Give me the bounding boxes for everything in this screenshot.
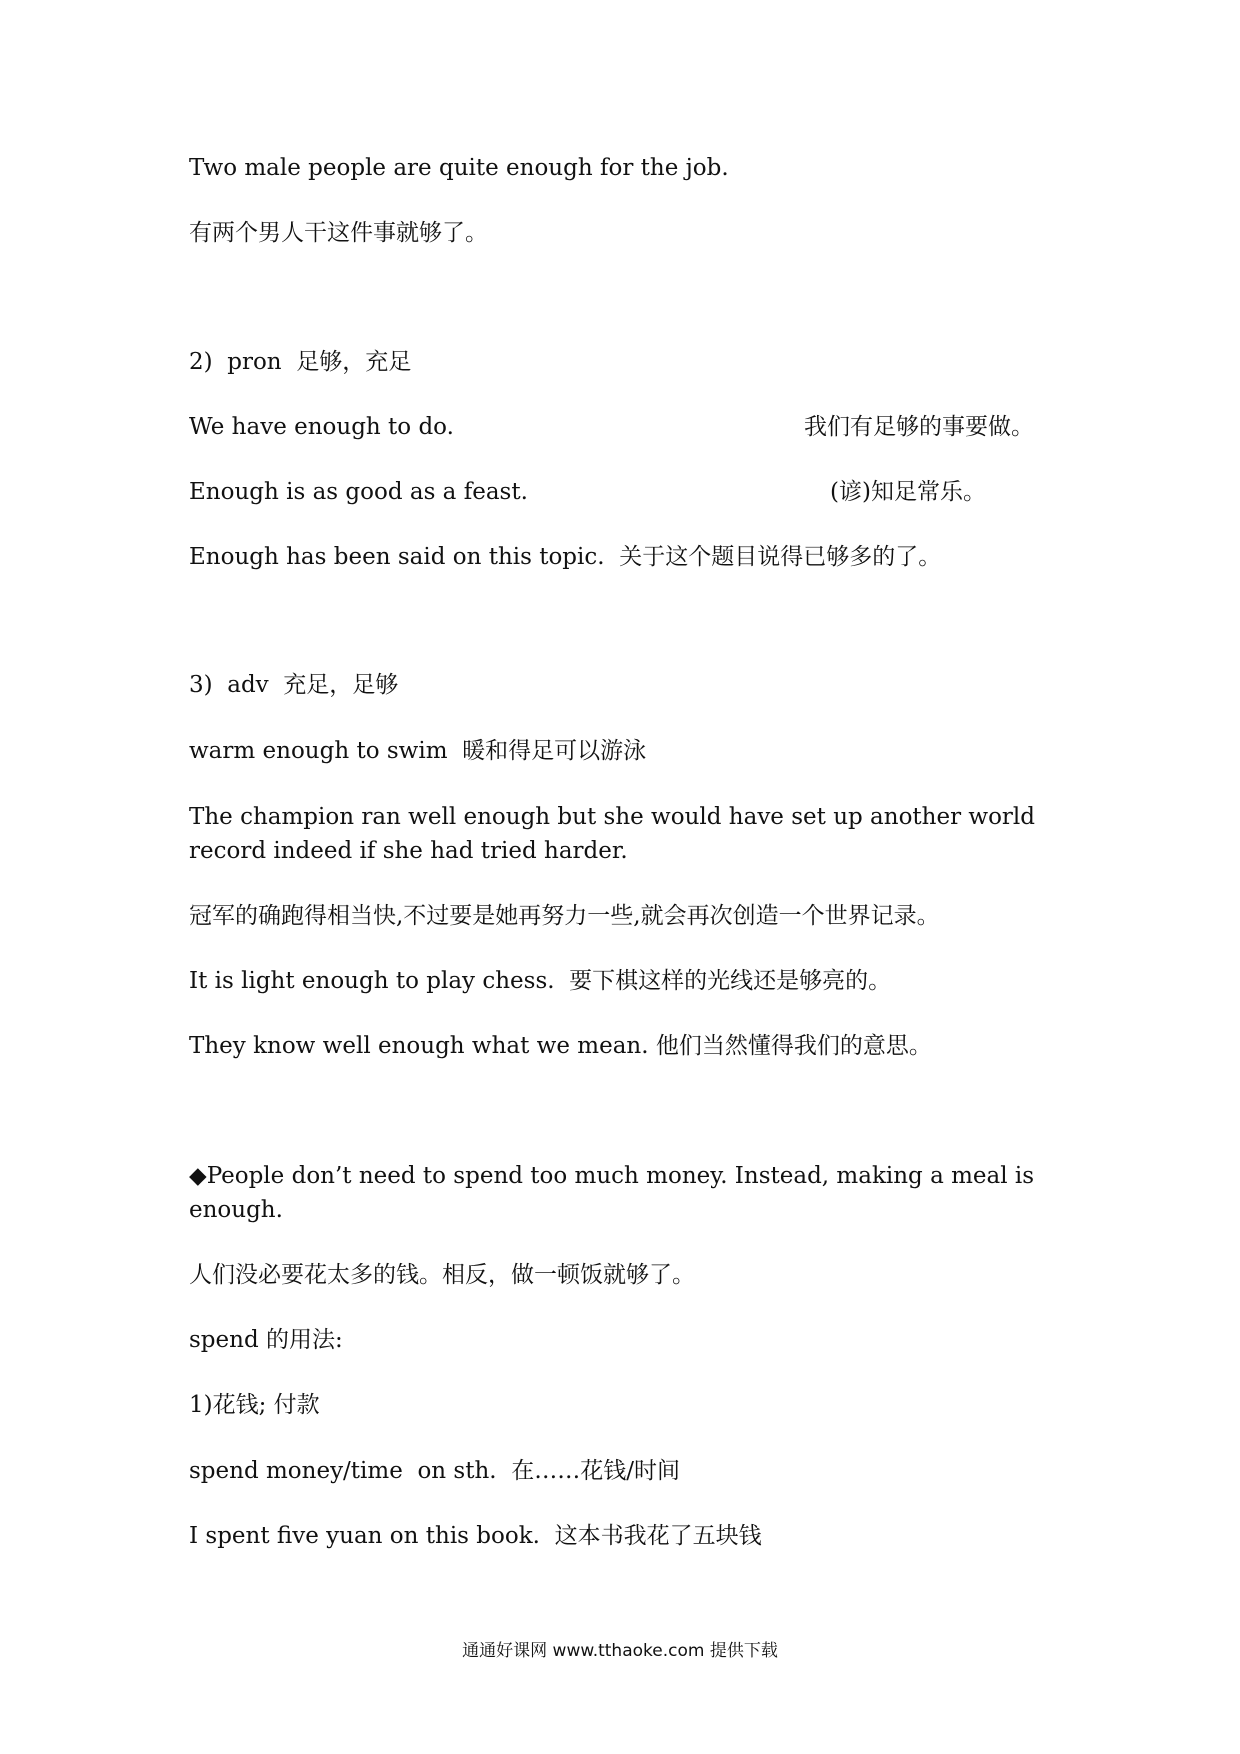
example-sentence: Enough has been said on this topic. 关于这个题目说得已够多的了。 bbox=[189, 544, 942, 570]
translation: (谚)知足常乐。 bbox=[830, 479, 986, 505]
translation: 人们没必要花太多的钱。相反，做一顿饭就够了。 bbox=[189, 1262, 695, 1288]
example-sentence: Enough is as good as a feast. bbox=[189, 479, 528, 505]
page-footer: 通通好课网 www.tthaoke.com 提供下载 bbox=[462, 1641, 778, 1661]
key-sentence: ◆People don’t need to spend too much money. Instead, making a meal is enough. bbox=[189, 1163, 1035, 1223]
usage-item: 1)花钱; 付款 bbox=[189, 1392, 320, 1418]
translation: 有两个男人干这件事就够了。 bbox=[189, 220, 488, 246]
example-sentence: It is light enough to play chess. 要下棋这样的光线还是够亮的。 bbox=[189, 968, 892, 994]
translation: 我们有足够的事要做。 bbox=[804, 414, 1034, 440]
section-heading-pron: 2) pron 足够，充足 bbox=[189, 349, 412, 375]
example-sentence: We have enough to do. bbox=[189, 414, 454, 440]
section-heading-adv: 3) adv 充足，足够 bbox=[189, 672, 399, 698]
example-phrase: warm enough to swim 暖和得足可以游泳 bbox=[189, 738, 647, 764]
example-sentence: They know well enough what we mean. 他们当然懂得我们的意思。 bbox=[189, 1033, 932, 1059]
example-sentence: I spent five yuan on this book. 这本书我花了五块钱 bbox=[189, 1523, 762, 1549]
translation: 冠军的确跑得相当快,不过要是她再努力一些,就会再次创造一个世界记录。 bbox=[189, 903, 940, 929]
example-sentence: Two male people are quite enough for the job. bbox=[189, 155, 729, 181]
example-phrase: spend money/time on sth. 在……花钱/时间 bbox=[189, 1458, 680, 1484]
example-sentence: The champion ran well enough but she would have set up another world record indeed if she had tried harder. bbox=[189, 804, 1036, 864]
usage-heading: spend 的用法: bbox=[189, 1327, 343, 1353]
